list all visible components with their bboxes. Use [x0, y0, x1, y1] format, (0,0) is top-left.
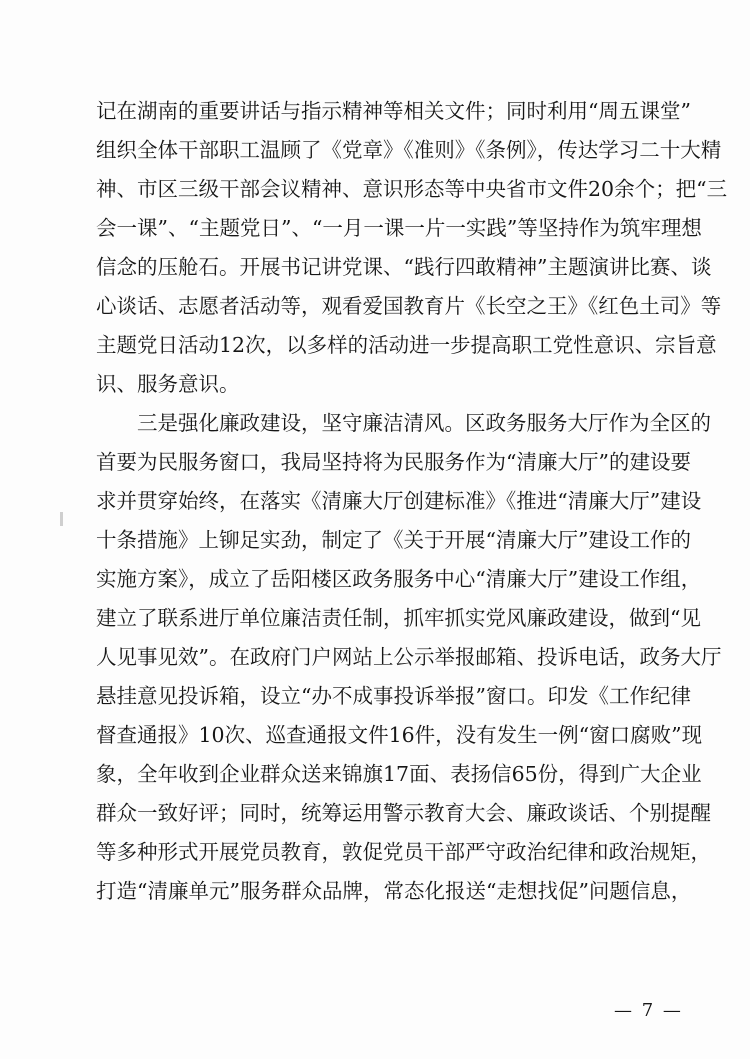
text-line: 象，全年收到企业群众送来锦旗17面、表扬信65份，得到广大企业 [96, 762, 702, 786]
text-line: 求并贯穿始终，在落实《清廉大厅创建标准》《推进“清廉大厅”建设 [96, 489, 702, 513]
text-line: 信念的压舱石。开展书记讲党课、“践行四敢精神”主题演讲比赛、谈 [96, 255, 712, 279]
text-line: 首要为民服务窗口，我局坚持将为民服务作为“清廉大厅”的建设要 [96, 450, 691, 474]
body-text [96, 92, 728, 911]
text-line: 等多种形式开展党员教育，敦促党员干部严守政治纪律和政治规矩， [96, 840, 711, 864]
text-line: 打造“清廉单元”服务群众品牌，常态化报送“走想找促”问题信息， [96, 879, 692, 903]
text-line: 主题党日活动12次，以多样的活动进一步提高职工党性意识、宗旨意 [96, 333, 717, 357]
text-line: 记在湖南的重要讲话与指示精神等相关文件；同时利用“周五课堂” [96, 99, 691, 123]
text-line: 组织全体干部职工温顾了《党章》《准则》《条例》，传达学习二十大精 [96, 138, 722, 162]
text-line: 悬挂意见投诉箱，设立“办不成事投诉举报”窗口。印发《工作纪律 [96, 684, 691, 708]
text-line: 三是强化廉政建设，坚守廉洁清风。区政务服务大厅作为全区的 [96, 411, 711, 435]
margin-mark [60, 512, 63, 526]
text-line: 建立了联系进厅单位廉洁责任制，抓牢抓实党风廉政建设，做到“见 [96, 606, 701, 630]
text-line: 实施方案》，成立了岳阳楼区政务服务中心“清廉大厅”建设工作组， [96, 567, 702, 591]
text-line: 识、服务意识。 [96, 372, 240, 396]
page-number: — 7 — [614, 1000, 683, 1021]
text-line: 群众一致好评；同时，统筹运用警示教育大会、廉政谈话、个别提醒 [96, 801, 711, 825]
text-line: 心谈话、志愿者活动等，观看爱国教育片《长空之王》《红色土司》等 [96, 294, 722, 318]
text-line: 会一课”、“主题党日”、“一月一课一片一实践”等坚持作为筑牢理想 [96, 216, 702, 240]
text-line: 人见事见效”。在政府门户网站上公示举报邮箱、投诉电话，政务大厅 [96, 645, 722, 669]
text-line: 神、市区三级干部会议精神、意识形态等中央省市文件20余个；把“三 [96, 177, 728, 201]
text-line: 十条措施》上铆足实劲，制定了《关于开展“清廉大厅”建设工作的 [96, 528, 691, 552]
text-line: 督查通报》10次、巡查通报文件16件，没有发生一例“窗口腐败”现 [96, 723, 703, 747]
